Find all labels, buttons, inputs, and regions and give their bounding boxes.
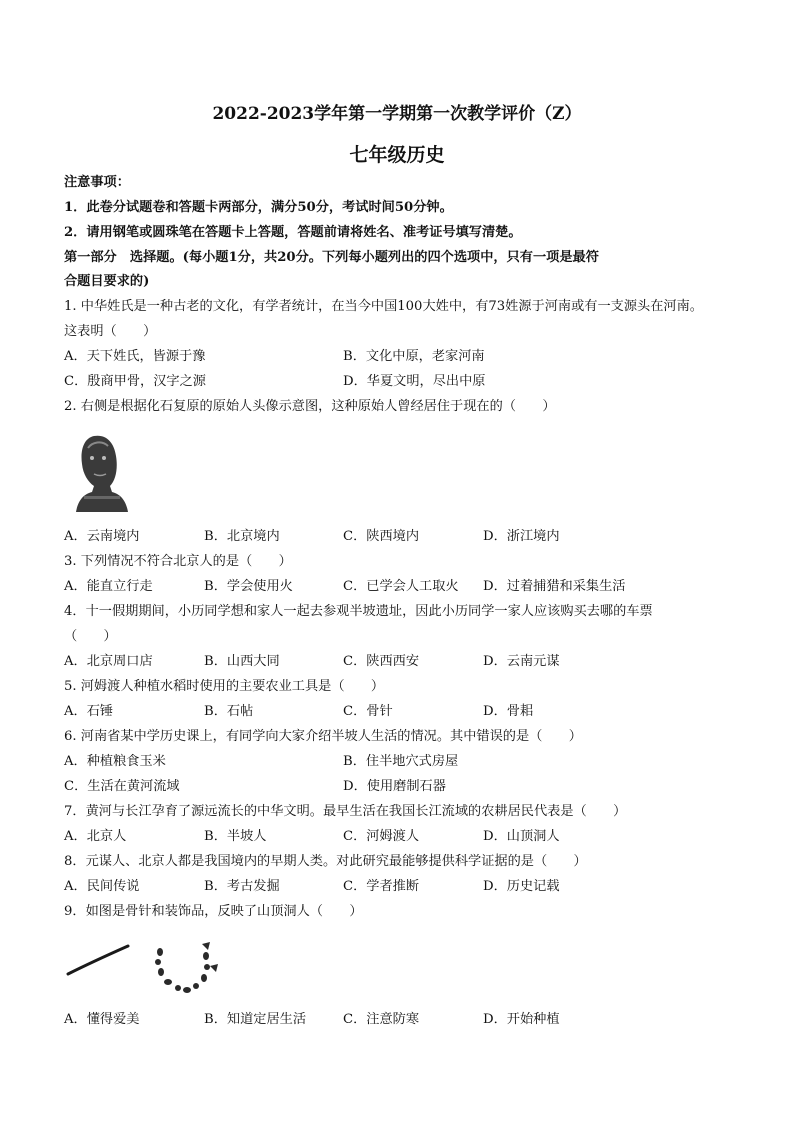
question-1-option-d: D．华夏文明，尽出中原 bbox=[343, 374, 486, 389]
question-1-option-b: B．文化中原，老家河南 bbox=[343, 349, 485, 364]
question-3-option-d: D．过着捕猎和采集生活 bbox=[483, 579, 626, 594]
question-6-option-a: A．种植粮食玉米 bbox=[64, 754, 166, 769]
question-9-option-b: B．知道定居生活 bbox=[204, 1012, 307, 1027]
exam-subject: 七年级历史 bbox=[349, 144, 445, 166]
question-7-option-d: D．山顶洞人 bbox=[483, 829, 560, 844]
question-9-option-c: C．注意防寒 bbox=[343, 1012, 420, 1027]
notice-heading: 注意事项： bbox=[64, 175, 130, 190]
question-2-option-b: B．北京境内 bbox=[204, 529, 280, 544]
section-instructions-2: 合题目要求的) bbox=[64, 274, 150, 289]
question-4-stem-cont: （ ） bbox=[64, 629, 117, 644]
question-4-option-c: C．陕西西安 bbox=[343, 654, 420, 669]
question-3-option-b: B．学会使用火 bbox=[204, 579, 293, 594]
question-7-option-b: B．半坡人 bbox=[204, 829, 267, 844]
question-5-stem: 5. 河姆渡人种植水稻时使用的主要农业工具是（ ） bbox=[64, 679, 385, 694]
question-3-option-a: A．能直立行走 bbox=[64, 579, 153, 594]
question-5-option-b: B．石帖 bbox=[204, 704, 254, 719]
question-4-option-a: A．北京周口店 bbox=[64, 654, 153, 669]
question-7-option-c: C．河姆渡人 bbox=[343, 829, 420, 844]
question-2-option-a: A．云南境内 bbox=[64, 529, 140, 544]
question-1-stem-cont: 这表明（ ） bbox=[64, 324, 157, 339]
question-8-option-a: A．民间传说 bbox=[64, 879, 140, 894]
question-6-option-d: D．使用磨制石器 bbox=[343, 779, 446, 794]
bone-needle-and-necklace-icon bbox=[64, 940, 224, 1000]
question-4-option-d: D．云南元谋 bbox=[483, 654, 560, 669]
question-6-stem: 6. 河南省某中学历史课上，有同学向大家介绍半坡人生活的情况。其中错误的是（ ） bbox=[64, 729, 582, 744]
question-8-option-c: C．学者推断 bbox=[343, 879, 420, 894]
question-2-stem: 2. 右侧是根据化石复原的原始人头像示意图，这种原始人曾经居住于现在的（ ） bbox=[64, 399, 556, 414]
question-8-stem: 8．元谋人、北京人都是我国境内的早期人类。对此研究最能够提供科学证据的是（ ） bbox=[64, 854, 587, 869]
question-4-option-b: B．山西大同 bbox=[204, 654, 280, 669]
question-7-option-a: A．北京人 bbox=[64, 829, 127, 844]
question-9-option-d: D．开始种植 bbox=[483, 1012, 560, 1027]
question-8-option-b: B．考古发掘 bbox=[204, 879, 280, 894]
question-8-option-d: D．历史记载 bbox=[483, 879, 560, 894]
section-instructions-1: 第一部分 选择题。(每小题1分，共20分。下列每小题列出的四个选项中，只有一项是最符 bbox=[64, 250, 599, 265]
question-1-stem: 1. 中华姓氏是一种古老的文化，有学者统计，在当今中国100大姓中，有73姓源于河南或有一支源头在河南。 bbox=[64, 299, 703, 314]
question-7-stem: 7．黄河与长江孕育了源远流长的中华文明。最早生活在我国长江流域的农耕居民代表是（ ） bbox=[64, 804, 627, 819]
question-1-option-a: A．天下姓氏，皆源于豫 bbox=[64, 349, 206, 364]
question-5-option-a: A．石锤 bbox=[64, 704, 114, 719]
question-5-option-d: D．骨耜 bbox=[483, 704, 534, 719]
question-9-option-a: A．懂得爱美 bbox=[64, 1012, 140, 1027]
question-6-option-b: B．住半地穴式房屋 bbox=[343, 754, 459, 769]
question-9-stem: 9．如图是骨针和装饰品，反映了山顶洞人（ ） bbox=[64, 904, 363, 919]
question-1-option-c: C．殷商甲骨，汉字之源 bbox=[64, 374, 206, 389]
question-2-option-c: C．陕西境内 bbox=[343, 529, 420, 544]
question-5-option-c: C．骨针 bbox=[343, 704, 393, 719]
notice-item-1: 1．此卷分试题卷和答题卡两部分，满分50分，考试时间50分钟。 bbox=[64, 200, 453, 215]
exam-title: 2022-2023学年第一学期第一次教学评价（Z） bbox=[212, 104, 582, 124]
question-3-option-c: C．已学会人工取火 bbox=[343, 579, 459, 594]
question-3-stem: 3. 下列情况不符合北京人的是（ ） bbox=[64, 554, 292, 569]
question-2-option-d: D．浙江境内 bbox=[483, 529, 560, 544]
question-6-option-c: C．生活在黄河流域 bbox=[64, 779, 180, 794]
primitive-human-head-icon bbox=[74, 430, 130, 514]
question-4-stem: 4．十一假期期间，小历同学想和家人一起去参观半坡遗址，因此小历同学一家人应该购买去哪的车票 bbox=[64, 604, 653, 619]
notice-item-2: 2．请用钢笔或圆珠笔在答题卡上答题，答题前请将姓名、准考证号填写清楚。 bbox=[64, 225, 522, 240]
